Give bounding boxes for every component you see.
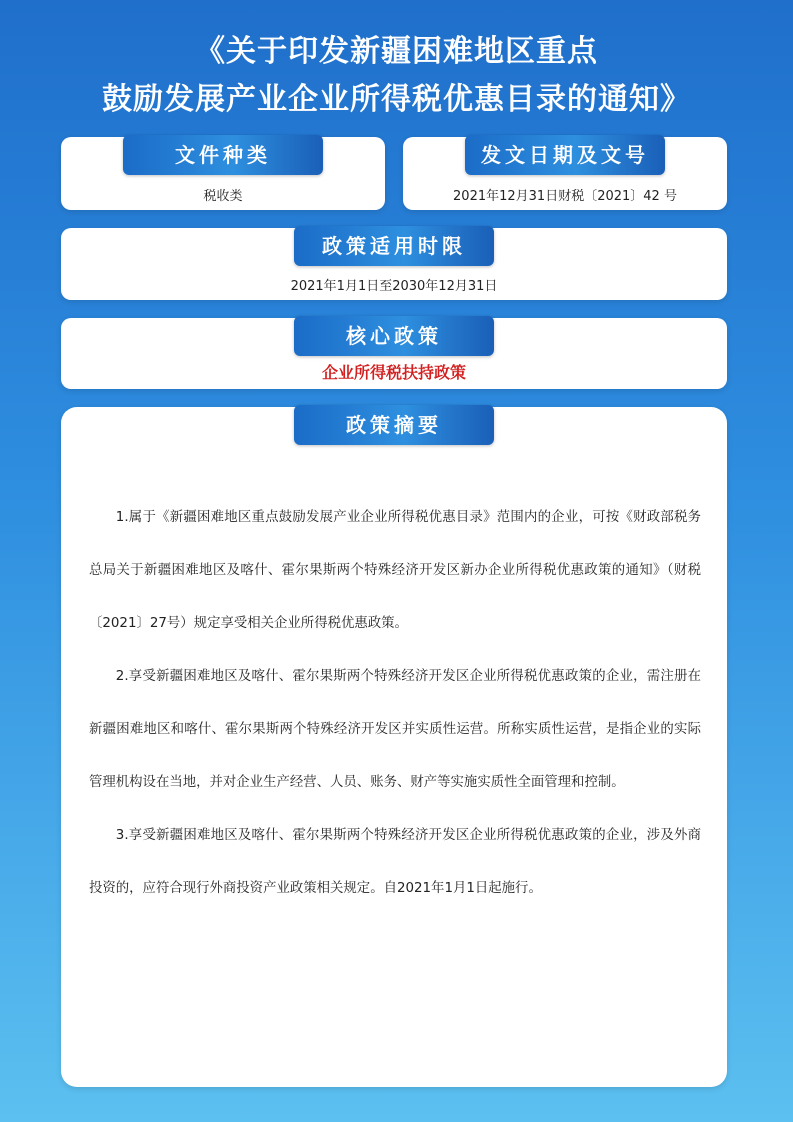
doc-type-badge: 文件种类 bbox=[123, 135, 323, 175]
summary-badge: 政策摘要 bbox=[294, 405, 494, 445]
doc-type-value: 税收类 bbox=[203, 189, 243, 204]
document-title bbox=[0, 28, 793, 124]
summary-body bbox=[89, 491, 701, 915]
title-line-1: 《关于印发新疆困难地区重点 bbox=[195, 34, 598, 69]
issue-info-badge: 发文日期及文号 bbox=[465, 135, 665, 175]
core-policy-badge: 核心政策 bbox=[294, 316, 494, 356]
issue-info-value: 2021年12月31日财税〔2021〕42 号 bbox=[453, 189, 677, 204]
summary-card bbox=[61, 407, 727, 1087]
core-policy-card bbox=[61, 318, 727, 389]
validity-badge: 政策适用时限 bbox=[294, 226, 494, 266]
summary-paragraph-1: 1.属于《新疆困难地区重点鼓励发展产业企业所得税优惠目录》范围内的企业，可按《财政部税务总局关于新疆困难地区及喀什、霍尔果斯两个特殊经济开发区新办企业所得税优惠政策的通知》（财税〔2021〕27号）规定享受相关企业所得税优惠政策。 bbox=[89, 510, 701, 631]
doc-type-card bbox=[61, 137, 385, 210]
validity-card bbox=[61, 228, 727, 300]
issue-info-card bbox=[403, 137, 727, 210]
summary-paragraph-3: 3.享受新疆困难地区及喀什、霍尔果斯两个特殊经济开发区企业所得税优惠政策的企业，涉及外商投资的，应符合现行外商投资产业政策相关规定。自2021年1月1日起施行。 bbox=[89, 828, 701, 896]
core-policy-value: 企业所得税扶持政策 bbox=[321, 363, 466, 382]
validity-value: 2021年1月1日至2030年12月31日 bbox=[290, 279, 498, 294]
summary-paragraph-2: 2.享受新疆困难地区及喀什、霍尔果斯两个特殊经济开发区企业所得税优惠政策的企业，需注册在新疆困难地区和喀什、霍尔果斯两个特殊经济开发区并实质性运营。所称实质性运营，是指企业的实际管理机构设在当地，并对企业生产经营、人员、账务、财产等实施实质性全面管理和控制。 bbox=[89, 669, 701, 790]
title-line-2: 鼓励发展产业企业所得税优惠目录的通知》 bbox=[102, 82, 691, 117]
